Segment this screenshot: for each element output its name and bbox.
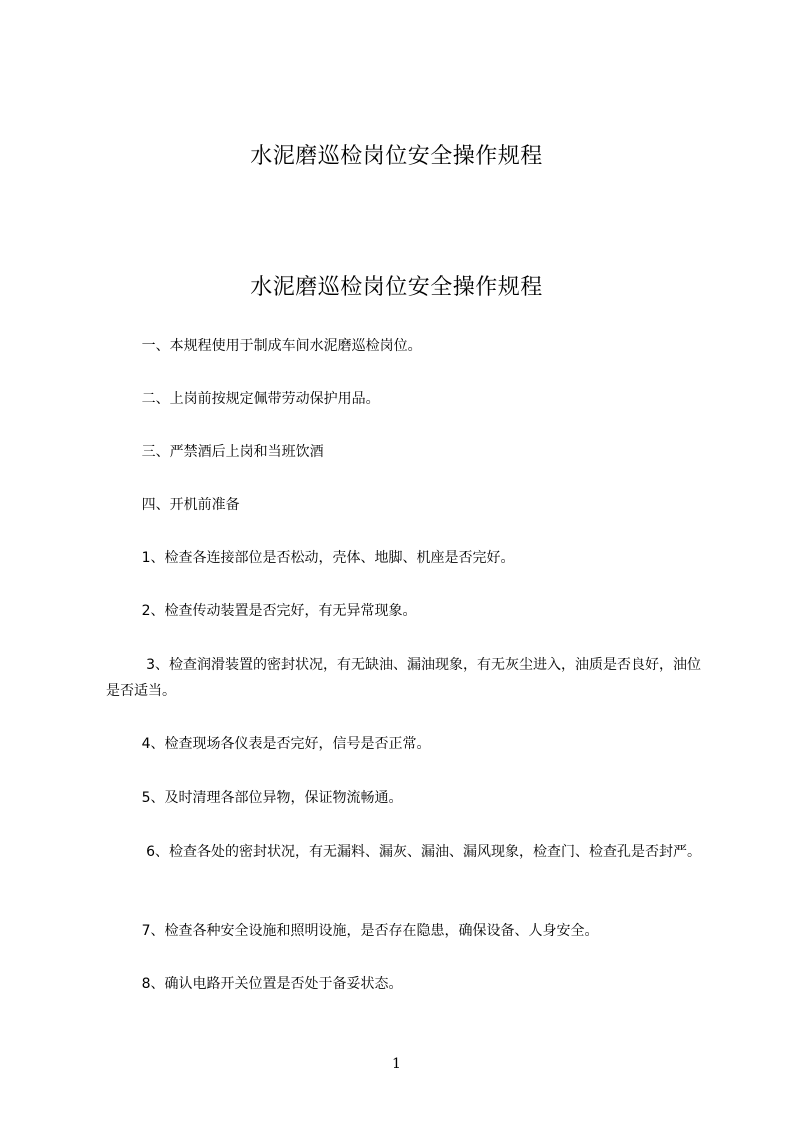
paragraph-7: 3、检查润滑装置的密封状况，有无缺油、漏油现象，有无灰尘进入，油质是否良好，油位是否适当。 [106, 657, 701, 699]
paragraph-6: 2、检查传动装置是否完好，有无异常现象。 [106, 603, 417, 619]
header-title: 水泥磨巡检岗位安全操作规程 [250, 144, 543, 169]
paragraph-8: 4、检查现场各仪表是否完好，信号是否正常。 [106, 736, 431, 752]
paragraph-9: 5、及时清理各部位异物，保证物流畅通。 [106, 790, 403, 806]
paragraph-4: 四、开机前准备 [106, 497, 240, 513]
paragraph-11: 7、检查各种安全设施和照明设施，是否存在隐患，确保设备、人身安全。 [106, 923, 599, 939]
paragraph-2: 二、上岗前按规定佩带劳动保护用品。 [106, 391, 380, 407]
paragraph-1: 一、本规程使用于制成车间水泥磨巡检岗位。 [106, 338, 422, 354]
paragraph-3: 三、严禁酒后上岗和当班饮酒 [106, 444, 324, 460]
document-title: 水泥磨巡检岗位安全操作规程 [250, 275, 543, 300]
paragraph-12: 8、确认电路开关位置是否处于备妥状态。 [106, 976, 403, 992]
paragraph-5: 1、检查各连接部位是否松动，壳体、地脚、机座是否完好。 [106, 550, 515, 566]
page-number: 1 [392, 1056, 401, 1072]
paragraph-10: 6、检查各处的密封状况，有无漏料、漏灰、漏油、漏风现象，检查门、检查孔是否封严。 [106, 844, 701, 860]
